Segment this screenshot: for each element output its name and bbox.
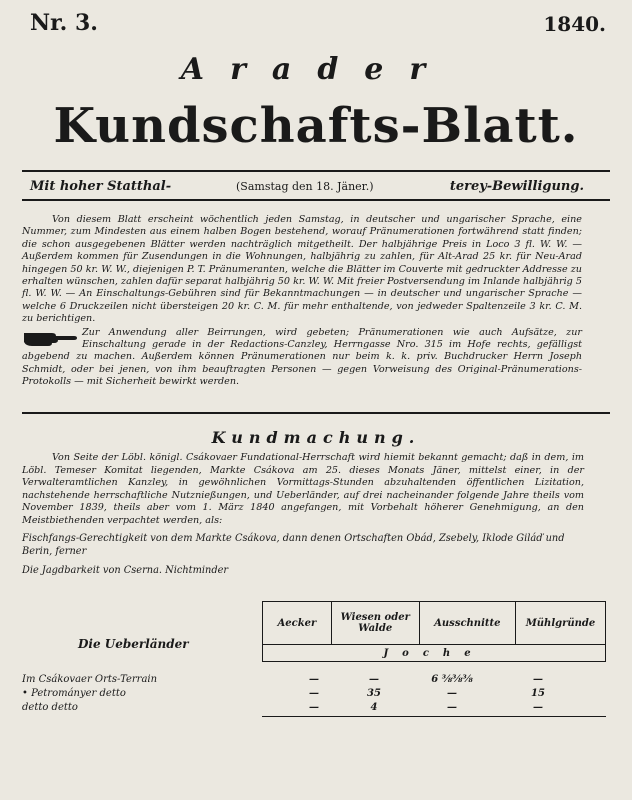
table-cell: —: [309, 674, 319, 685]
masthead-title: Kundschafts-Blatt.: [53, 98, 579, 154]
table-cell: —: [309, 702, 319, 713]
table-cell: 15: [531, 688, 545, 699]
column-header: Ausschnitte: [419, 602, 515, 645]
table-cell: —: [533, 674, 543, 685]
masthead-city: Arader: [180, 52, 452, 87]
subscription-paragraph: Von diesem Blatt erscheint wöchentlich jeden Samstag, in deutscher und ungarischer Sprache, eine Nummer, zum Mindesten aus einem halben Bogen bestehend, worauf Pränumerationen fortwährend statt finden; die schon ausgegebenen Blätter werden nachträglich mitgetheilt. Der halbjährige Preis in Loco 3 fl. W. W. — Außerdem kommen für Zusendungen in die Wohnungen, halbjährig zu zahlen, für Alt-Arad 25 kr. für Neu-Arad hingegen 50 kr. W. W., diejenigen P. T. Pränumeranten, welche die Blätter im Couverte mit gedruckter Addresse zu erhalten wünschen, zahlen dafür separat halbjährig 50 kr. W. W. Mit freier Postversendung im Inlande halbjährig 5 fl. W. W. — An Einschaltungs-Gebühren sind für Bekanntmachungen — in deutscher und ungarischer Sprache — welche 6 Druckzeilen nicht übersteigen 20 kr. C. M. für mehr enthaltende, von jedweder Spaltenzeile 3 kr. C. M. zu berichtigen.: [22, 214, 582, 325]
divider-sub: [22, 199, 610, 201]
table-row-header: Die Ueberländer: [78, 637, 189, 651]
submission-paragraph: Zur Anwendung aller Beirrungen, wird gebeten; Pränumerationen wie auch Aufsätze, zur Einschaltung gerade in der Redactions-Canzley, Herrngasse Nro. 315 im Hofe rechts, gefälligst abgebend zu machen. Außerdem können Pränumerationen nur beim k. k. priv. Buchdrucker Herrn Joseph Schmidt, oder bei jenen, von ihm beauftragten Personen — gegen Vorweisung des Original-Pränumerations-Protokolls — mit Sicherheit bewirkt werden.: [22, 326, 582, 388]
divider-top: [22, 170, 610, 172]
fishing-rights: [22, 532, 582, 558]
table-row: [22, 688, 622, 702]
subheader-left: Mit hoher Statthal-: [30, 179, 172, 194]
announcement-body: [22, 452, 584, 528]
table-cell: —: [447, 688, 457, 699]
column-header: Wiesen oder Walde: [331, 602, 419, 645]
table-cell: —: [533, 702, 543, 713]
table-cell: 35: [367, 688, 381, 699]
row-label: detto detto: [22, 702, 78, 713]
land-table: [262, 601, 606, 662]
issue-number: Nr. 3.: [30, 10, 98, 36]
table-cell: 6 ⅜⅜⅜: [431, 674, 473, 685]
divider-mid: [22, 412, 610, 414]
land-rows: [22, 674, 622, 716]
subscription-info: [22, 214, 582, 389]
hunting-rights: Die Jagdbarkeit von Cserna. Nichtminder: [22, 565, 229, 576]
column-header: Mühlgründe: [515, 602, 605, 645]
column-header: Aecker: [263, 602, 332, 645]
subheader-right: terey-Bewilligung.: [449, 179, 584, 194]
table-cell: —: [369, 674, 379, 685]
row-label: • Petrományer detto: [22, 688, 126, 699]
announcement-text: Von Seite der Löbl. königl. Csákovaer Fundational-Herrschaft wird hiemit bekannt gemacht; daß in dem, im Löbl. Temeser Komitat liegenden, Markte Csákova am 25. dieses Monats Jäner, mittelst einer, in der Verwalteramtlichen Kanzley, in gewöhnlichen Vormittags-Stunden abzuhaltenden öffentlichen Lizitation, nachstehende herrschaftliche Nutznießungen, und Ueberländer, auf drei nacheinander folgende Jahre theils vom November 1839, theils aber vom 1. März 1840 angefangen, mit Vorbehalt höherer Genehmigung, an den Meistbiethenden verpachtet werden, als:: [22, 452, 584, 526]
table-row: [22, 674, 622, 688]
row-label: Im Csákovaer Orts-Terrain: [22, 674, 158, 685]
announcement-title: Kundmachung.: [211, 428, 421, 447]
table-cell: 4: [370, 702, 378, 713]
table-bottom-rule: [262, 716, 606, 717]
issue-year: 1840.: [543, 12, 606, 36]
pointing-hand-icon: [22, 327, 78, 349]
table-cell: —: [447, 702, 457, 713]
table-row: [22, 702, 622, 716]
table-cell: —: [309, 688, 319, 699]
fishing-text: Fischfangs-Gerechtigkeit von dem Markte Csákova, dann denen Ortschaften Obád, Zsebely, Iklode Giláď und Berin, ferner: [22, 533, 565, 557]
unit-label: Joche: [263, 645, 606, 662]
issue-date: (Samstag den 18. Jäner.): [236, 180, 374, 193]
